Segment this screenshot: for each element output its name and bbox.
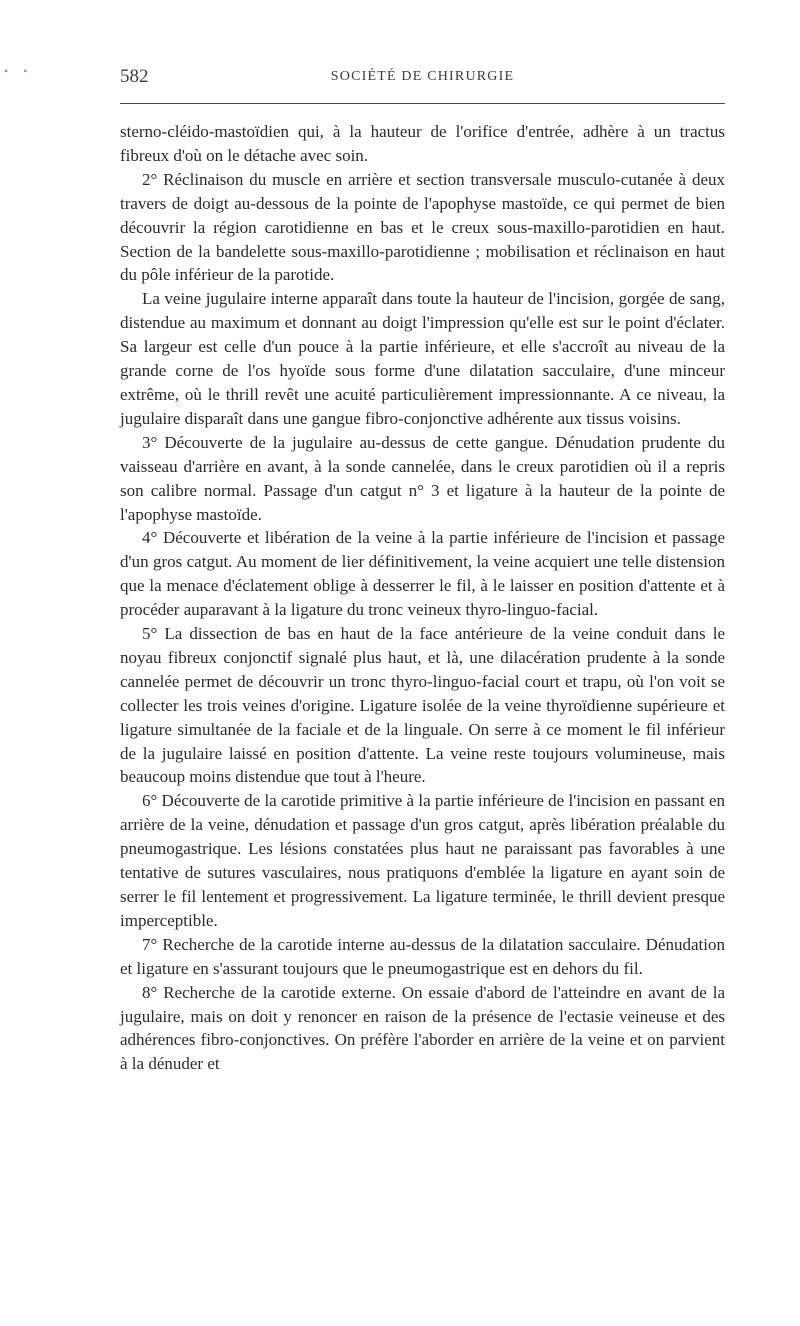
page-number: 582 <box>120 66 149 87</box>
paragraph-step-5: 5° La dissection de bas en haut de la face antérieure de la veine conduit dans le noyau fibreux conjonctif signalé plus haut, et là, une dilacération prudente à la sonde cannelée permet de découvrir un tronc thyro-linguo-facial court et trapu, où l'on voit se collecter les trois veines d'origine. Ligature isolée de la veine thyroïdienne supérieure et ligature simultanée de la faciale et de la linguale. On serre à ce moment le fil inférieur de la jugulaire laissé en position d'attente. La veine reste toujours volumineuse, mais beaucoup moins distendue que tout à l'heure. <box>120 624 725 787</box>
running-title: SOCIÉTÉ DE CHIRURGIE <box>330 69 515 84</box>
paragraph-step-4: 4° Découverte et libération de la veine à la partie inférieure de l'incision et passage d'un gros catgut. Au moment de lier définitivement, la veine acquiert une telle distension que la menace d'éclatement oblige à desserrer le fil, à le laisser en position d'attente et à procéder auparavant à la ligature du tronc veineux thyro-linguo-facial. <box>120 528 725 620</box>
paragraph-step-3: 3° Découverte de la jugulaire au-dessus de cette gangue. Dénudation prudente du vaisseau d'arrière en avant, à la sonde cannelée, dans le creux parotidien où il a repris son calibre normal. Passage d'un catgut n° 3 et ligature à la hauteur de la pointe de l'apophyse mastoïde. <box>120 432 725 524</box>
margin-marks: • • <box>4 64 34 78</box>
page-header <box>120 66 725 92</box>
paragraph-step-6: 6° Découverte de la carotide primitive à la partie inférieure de l'incision en passant en arrière de la veine, dénudation et passage d'un gros catgut, après libération préalable du pneumogastrique. Les lésions constatées plus haut ne paraissant pas favorables à une tentative de sutures vasculaires, nous pratiquons d'emblée la ligature en ayant soin de serrer le fil lentement et progressivement. La ligature terminée, le thrill devient presque imperceptible. <box>120 791 725 930</box>
paragraph-jugular-description: La veine jugulaire interne apparaît dans toute la hauteur de l'incision, gorgée de sang, distendue au maximum et donnant au doigt l'impression qu'elle est sur le point d'éclater. Sa largeur est celle d'un pouce à la partie inférieure, et elle s'accroît au niveau de la grande corne de l'os hyoïde sous forme d'une dilatation sacculaire, d'une minceur extrême, où le thrill revêt une acuité particulièrement impressionnante. A ce niveau, la jugulaire disparaît dans une gangue fibro-conjonctive adhérente aux tissus voisins. <box>120 289 725 428</box>
header-rule <box>120 103 725 104</box>
paragraph-step-8: 8° Recherche de la carotide externe. On essaie d'abord de l'atteindre en avant de la jugulaire, mais on doit y renoncer en raison de la présence de l'ectasie veineuse et des adhérences fibro-conjonctives. On préfère l'aborder en arrière de la veine et on parvient à la dénuder et <box>120 982 725 1074</box>
paragraph-step-7: 7° Recherche de la carotide interne au-dessus de la dilatation sacculaire. Dénudation et ligature en s'assurant toujours que le pneumogastrique est en dehors du fil. <box>120 934 725 978</box>
paragraph-step-2: 2° Réclinaison du muscle en arrière et section transversale musculo-cutanée à deux travers de doigt au-dessous de la pointe de l'apophyse mastoïde, ce qui permet de bien découvrir la région carotidienne en bas et le creux sous-maxillo-parotidien en haut. Section de la bandelette sous-maxillo-parotidienne ; mobilisation et réclinaison en haut du pôle inférieur de la parotide. <box>120 169 725 285</box>
paragraph-continued: sterno-cléido-mastoïdien qui, à la hauteur de l'orifice d'entrée, adhère à un tractus fibreux d'où on le détache avec soin. <box>120 122 725 165</box>
body-text <box>120 120 725 1076</box>
